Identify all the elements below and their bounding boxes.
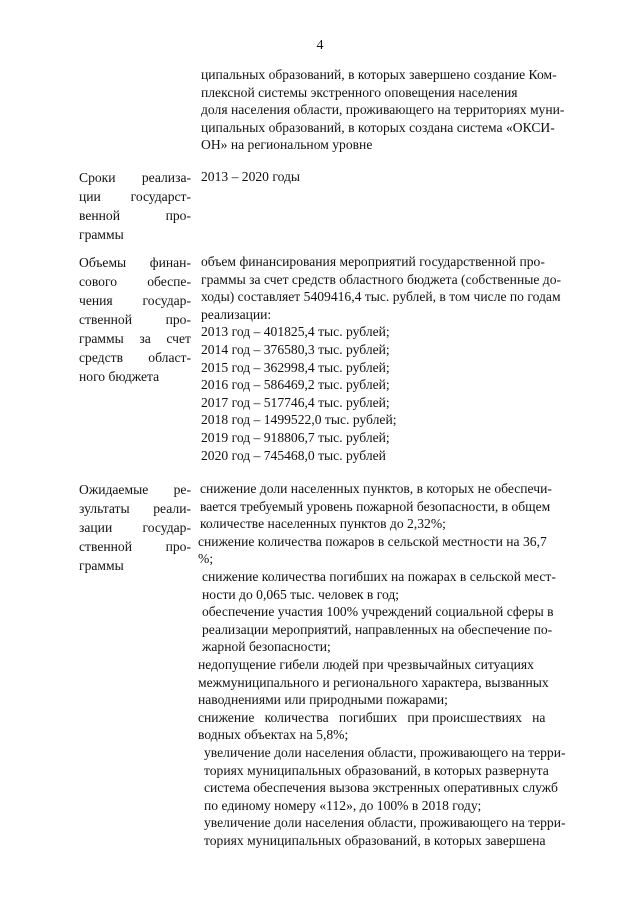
funding-intro-line: граммы за счет средств областного бюджета (собственные до- — [201, 271, 562, 287]
results-label-line: ственной про- — [79, 539, 191, 554]
continuation-line: ципальных образований, в которых создана система «ОКСИ- — [201, 119, 555, 135]
results-label-line: граммы — [79, 558, 124, 573]
result-item — [198, 603, 606, 656]
result-line: система обеспечения вызова экстренных оперативных служб — [204, 780, 558, 796]
result-line: межмуниципального и регионального характера, вызванных — [198, 674, 549, 690]
funding-year-line: 2015 год – 362998,4 тыс. рублей; — [201, 359, 390, 375]
result-line: ности до 0,065 тыс. человек в год; — [202, 586, 400, 602]
page-number: 4 — [316, 38, 324, 53]
result-line: недопущение гибели людей при чрезвычайных ситуациях — [198, 656, 534, 672]
result-item — [198, 568, 606, 603]
funding-label-line: чения государ- — [79, 293, 191, 308]
result-item — [198, 480, 606, 533]
result-line: снижение количества погибших при происшествиях на — [198, 709, 546, 725]
results-label-line: зультаты реали- — [79, 501, 191, 516]
funding-intro-line: ходы) составляет 5409416,4 тыс. рублей, в том числе по годам — [201, 289, 561, 305]
funding-year-line: 2014 год – 376580,3 тыс. рублей; — [201, 341, 390, 357]
result-line: ториях муниципальных образований, в которых завершена — [204, 832, 546, 848]
result-line: вается требуемый уровень пожарной безопасности, в общем — [200, 498, 551, 514]
result-line: снижение количества пожаров в сельской местности на 36,7 — [198, 533, 547, 549]
result-line: по единому номеру «112», до 100% в 2018 году; — [204, 797, 482, 813]
result-item — [198, 744, 606, 814]
funding-year-line: 2018 год – 1499522,0 тыс. рублей; — [201, 412, 397, 428]
terms-label-line: граммы — [79, 227, 124, 242]
results-label-line: зации государ- — [79, 520, 191, 535]
funding-label-line: граммы за счет — [79, 331, 191, 346]
funding-label-line: ственной про- — [79, 312, 191, 327]
result-line: увеличение доли населения области, проживающего на терри- — [204, 744, 566, 760]
funding-year-line: 2019 год – 918806,7 тыс. рублей; — [201, 429, 390, 445]
funding-label-line: ного бюджета — [79, 369, 160, 384]
result-line: количестве населенных пунктов до 2,32%; — [200, 516, 446, 532]
terms-label — [79, 168, 191, 244]
funding-year-line: 2017 год – 517746,4 тыс. рублей; — [201, 394, 390, 410]
result-item — [198, 814, 606, 849]
result-line: наводнениями или природными пожарами; — [198, 692, 448, 708]
funding-year-line: 2020 год – 745468,0 тыс. рублей — [201, 447, 386, 463]
result-item — [198, 656, 606, 709]
result-line: увеличение доли населения области, проживающего на терри- — [204, 815, 566, 831]
result-line: снижение количества погибших на пожарах в сельской мест- — [202, 568, 556, 584]
continuation-line: доля населения области, проживающего на территориях муни- — [201, 102, 565, 118]
funding-year-line: 2016 год – 586469,2 тыс. рублей; — [201, 377, 390, 393]
funding-label-line: Объемы финан- — [79, 255, 191, 270]
funding-label-line: средств област- — [79, 350, 191, 365]
continuation-text — [201, 66, 606, 154]
result-item — [198, 709, 606, 744]
result-item — [198, 533, 606, 568]
result-line: водных объектах на 5,8%; — [198, 727, 349, 743]
funding-label — [79, 253, 191, 386]
terms-label-line: ции государст- — [79, 189, 191, 204]
funding-value — [201, 253, 606, 464]
result-line: ториях муниципальных образований, в которых развернута — [204, 762, 549, 778]
continuation-line: плексной системы экстренного оповещения населения — [201, 84, 518, 100]
funding-label-line: сового обеспе- — [79, 274, 191, 289]
continuation-line: ципальных образований, в которых завершено создание Ком- — [201, 67, 557, 82]
terms-label-line: венной про- — [79, 208, 191, 223]
results-label — [79, 480, 191, 575]
funding-intro-line: объем финансирования мероприятий государственной про- — [201, 254, 545, 269]
result-line: реализации мероприятий, направленных на обеспечение по- — [202, 621, 553, 637]
continuation-line: ОН» на региональном уровне — [201, 137, 373, 153]
result-line: обеспечение участия 100% учреждений социальной сферы в — [202, 604, 554, 620]
result-line: %; — [198, 551, 214, 567]
funding-year-line: 2013 год – 401825,4 тыс. рублей; — [201, 324, 390, 340]
result-line: снижение доли населенных пунктов, в которых не обеспечи- — [200, 481, 552, 496]
results-label-line: Ожидаемые ре- — [79, 482, 191, 497]
terms-value — [201, 168, 606, 186]
terms-label-line: Сроки реализа- — [79, 170, 191, 185]
terms-value-text: 2013 – 2020 годы — [201, 169, 301, 184]
results-value — [198, 480, 606, 849]
result-line: жарной безопасности; — [202, 639, 331, 655]
funding-intro-line: реализации: — [201, 306, 272, 322]
